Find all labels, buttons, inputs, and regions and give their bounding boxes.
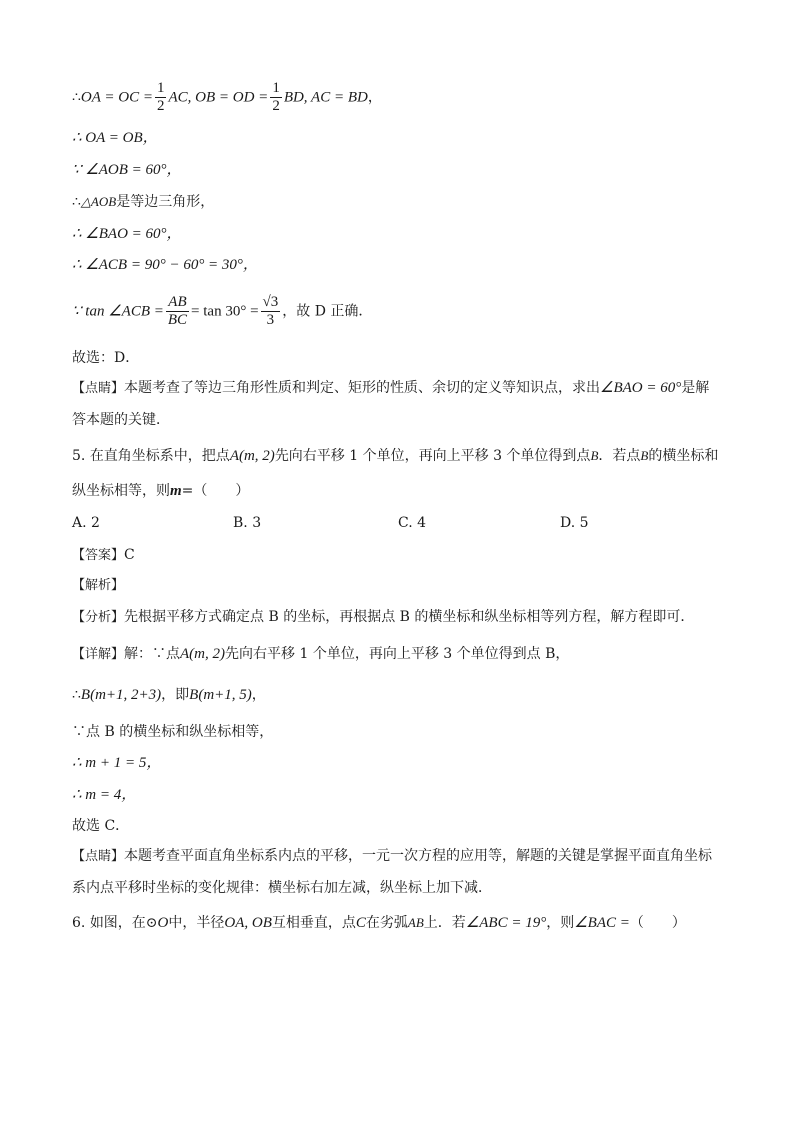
step-1: ∴B(m+1, 2+3)，即B(m+1, 5)，: [72, 687, 266, 703]
equation-ob-od: AC, OB = OD =: [168, 89, 269, 106]
triangle-aob: △AOB: [80, 194, 117, 209]
solution-line-2: ∴ OA = OB，: [72, 130, 158, 146]
step-2: ∵点 B 的横坐标和纵坐标相等，: [72, 724, 274, 740]
comment-5-line-1: 【点睛】本题考查平面直角坐标系内点的平移，一元一次方程的应用等，解题的关键是掌握平面直角坐标: [72, 848, 713, 864]
equation-ac-bd: BD, AC = BD: [283, 89, 368, 106]
solution-line-7: ∵ tan ∠ACB = $\frac{AB}{BC}$ = tan 30° = $\frac{√3}{3}$ ，故 D 正确．: [72, 294, 373, 328]
equation-oa-oc: OA = OC =: [80, 89, 153, 106]
choose-d: 故选：D．: [72, 350, 140, 366]
question-6-stem: 6. 如图，在⊙O中，半径OA, OB互相垂直，点C在劣弧AB上．若∠ABC = 19°，则∠BAC =（ ）: [72, 915, 686, 931]
solution-line-4: ∴△AOB是等边三角形，: [72, 194, 215, 210]
question-number: 5.: [72, 448, 86, 464]
option-a: A. 2: [72, 515, 100, 531]
answer-line: [72, 545, 135, 566]
analysis-tag: 【解析】: [72, 578, 125, 593]
solution-line-3: ∵ ∠AOB = 60°，: [72, 162, 182, 178]
comment-tag: 【点睛】: [72, 849, 125, 864]
solution-line-5: ∴ ∠BAO = 60°，: [72, 226, 182, 242]
tan-expression: ∵ tan ∠ACB =: [72, 303, 164, 320]
option-c: C. 4: [398, 515, 427, 531]
comment-4-line-2: 答本题的关键．: [72, 412, 170, 428]
option-d: D. 5: [560, 515, 589, 531]
therefore-symbol: ∴: [72, 89, 81, 106]
fraction-half-2: $\frac{1}{2}$: [272, 80, 280, 114]
question-5-stem-line-1: 5. 在直角坐标系中，把点A(m, 2)先向右平移 1 个单位，再向上平移 3 个单位得到点B．若点B的横坐标和: [72, 448, 719, 464]
fraction-half-1: $\frac{1}{2}$: [156, 80, 165, 114]
solution-line-6: ∴ ∠ACB = 90° − 60° = 30°，: [72, 257, 258, 273]
fenxi-tag: 【分析】: [72, 610, 125, 625]
fraction-sqrt3-3: $\frac{√3}{3}$: [262, 294, 279, 328]
fraction-ab-bc: $\frac{AB}{BC}$: [167, 294, 188, 328]
fenxi-line: 【分析】先根据平移方式确定点 B 的坐标，再根据点 B 的横坐标和纵坐标相等列方程，解方程即可．: [72, 609, 695, 625]
answer-tag: 【答案】: [72, 548, 125, 563]
detail-tag: 【详解】: [72, 647, 125, 662]
solution-line-1: ∴OA = OC = $\frac{1}{2}$ AC, OB = OD = $\frac{1}{2}$ BD, AC = BD，: [72, 80, 382, 114]
comment-4-line-1: 【点睛】本题考查了等边三角形性质和判定、矩形的性质、余切的定义等知识点，求出∠BAO = 60°是解: [72, 380, 710, 396]
question-5-stem-line-2: 纵坐标相等，则m=（ ）: [72, 483, 250, 499]
question-number: 6.: [72, 915, 86, 931]
answer-value: C: [124, 547, 135, 563]
detail-line: 【详解】解：∵点A(m, 2)先向右平移 1 个单位，再向上平移 3 个单位得到点 B，: [72, 646, 570, 662]
comment-tag: 【点睛】: [72, 381, 125, 396]
choose-c: 故选 C．: [72, 818, 130, 834]
option-b: B. 3: [233, 515, 262, 531]
comment-5-line-2: 系内点平移时坐标的变化规律：横坐标右加左减，纵坐标上加下减．: [72, 880, 492, 896]
step-3: ∴ m + 1 = 5，: [72, 755, 162, 771]
step-4: ∴ m = 4，: [72, 787, 137, 803]
